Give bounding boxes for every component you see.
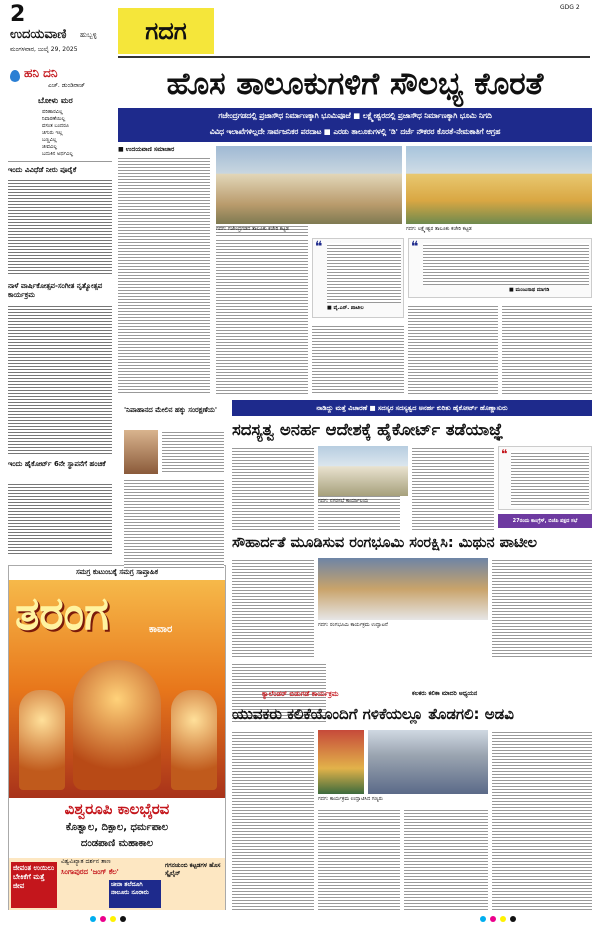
feature-story	[232, 400, 592, 530]
feature-body-col-3	[412, 446, 494, 530]
lead-body-col-3	[216, 238, 308, 394]
youth-kicker: ಕ್ಯಾಲೆಂಡರ್ ಬಿಡುಗಡೆ ಕಾರ್ಯಕ್ರಮ	[262, 690, 339, 698]
reg-mark-cyan-2	[480, 916, 486, 922]
page-code: GDG 2	[560, 4, 580, 11]
ad-teaser-1: ವಿಶ್ವವಿಖ್ಯಾತ ದರ್ಶನ ತಾಣ	[61, 858, 111, 865]
poem-title: ಬೋಳು ಮರ	[38, 96, 73, 105]
youth-caption: ಗದಗ: ಕಾರ್ಯಕ್ರಮ ಉದ್ಘಾಟಿಸಿದ ಗಣ್ಯರು	[318, 796, 383, 802]
feature-kicker-band	[232, 400, 592, 416]
lead-deck	[118, 108, 592, 142]
edition-label: ಹುಬ್ಬಳ್ಳಿ	[80, 31, 97, 39]
lead-story	[118, 62, 592, 397]
ad-art	[9, 580, 225, 798]
reg-mark-yellow-2	[500, 916, 506, 922]
theatre-caption: ಗದಗ: ರಂಗಭೂಮಿ ಕಾರ್ಯಕ್ರಮ ಉದ್ಘಾಟನೆ	[318, 622, 388, 628]
lead-body-col-5	[408, 304, 498, 394]
feature-body-col-1	[232, 446, 314, 530]
left-story-3-body	[8, 482, 112, 554]
section-tab	[118, 8, 214, 54]
reg-mark-magenta	[100, 916, 106, 922]
taranga-ad	[8, 565, 226, 910]
ad-teaser-2: ಸಿಂಗಾಪುರದ 'ಜಂಗ್ ಕೆಲ'	[61, 868, 119, 876]
theatre-headline: ಸೌಹಾರ್ದತೆ ಮೂಡಿಸುವ ರಂಗಭೂಮಿ ಸಂರಕ್ಷಿಸಿ: ಮಿಥುನ ಪಾಟೀಲ	[232, 535, 538, 551]
reg-mark-black	[120, 916, 126, 922]
lead-quote-1	[312, 238, 404, 318]
lead-quote-2-text	[423, 243, 589, 285]
lead-quote-2	[408, 238, 592, 298]
youth-body-col-2	[318, 808, 400, 910]
deity-right	[171, 690, 217, 790]
masthead	[0, 0, 600, 62]
lead-quote-1-text	[327, 243, 401, 303]
ad-headline: ವಿಶ್ವರೂಪಿ ಕಾಲಭೈರವ	[64, 800, 170, 818]
feature-note-text	[511, 451, 589, 507]
poem-line-6: ಜೀವವಿಲ್ಲ	[42, 144, 58, 150]
theatre-photo	[318, 558, 488, 620]
lead-headline: ಹೊಸ ತಾಲೂಕುಗಳಿಗೆ ಸೌಲಭ್ಯ ಕೊರತೆ	[166, 66, 544, 102]
quote-mark-icon: ❝	[315, 239, 323, 255]
feature-note-icon: ❝	[501, 447, 508, 461]
reg-mark-yellow	[110, 916, 116, 922]
ad-box-2-text: ಚೀನಾ ತಲೆದೂಗಿ ನಾಲೂರು ನೂರಾರು	[111, 881, 149, 896]
deity-figure	[73, 660, 161, 790]
feature-headline: ಸದಸ್ಯತ್ವ ಅನರ್ಹ ಆದೇಶಕ್ಕೆ ಹೈಕೋರ್ಟ್ ತಡೆಯಾಜ್ಞೆ	[232, 420, 504, 439]
feature-photo	[318, 446, 408, 496]
masthead-rule	[118, 56, 590, 58]
ad-teaser-3: ಗಗನಚುಂಬಿ ಕಟ್ಟಡಗಳ ಹೊಸ ಸ್ಕೈಲೈನ್	[165, 862, 221, 877]
youth-headline: ಯುವಕರು ಕಲಿಕೆಯೊಂದಿಗೆ ಗಳಿಕೆಯಲ್ಲೂ ತೊಡಗಲಿ: ಅಡವಿ	[232, 705, 514, 723]
date-line: ಮಂಗಳವಾರ, ಜುಲೈ 29, 2025	[10, 46, 78, 53]
left-story-1-body	[8, 178, 112, 276]
ad-brand-sub: ಕಾವಾರ	[149, 624, 173, 635]
feature-kicker: ನಾಡಿದ್ದು ಮತ್ತೆ ವಿಚಾರಣೆ ■ ಸದಸ್ಯರ ಸದಸ್ಯತ್ವದ ಅನರ್ಹ ಕುರಿತು ಹೈಕೋರ್ಟ್ ಹೊಣ್ಣಾಸುರು	[316, 404, 508, 412]
feature-caption: ಗದಗ: ನಗರಸಭೆ ಕಾರ್ಯಾಲಯ	[318, 498, 369, 504]
lead-body-col-4	[312, 324, 404, 394]
hani-dani-author: ಎಚ್. ಡುಂಡಿರಾಜ್	[48, 82, 86, 89]
left-story-1-title: ಇಂದು ವಿವಿಧೆಡೆ ನೀರು ಪೂರೈಕೆ	[8, 166, 77, 174]
lead-body-col-6	[502, 304, 592, 394]
poem-line-3: ವಸಂತ ಬಂದರೂ	[42, 123, 69, 129]
lead-deck-2: ವಿವಿಧ ಇಲಾಖೆಗಳಿಲ್ಲದೇ ಸಾರ್ವಜನಿಕರ ಪರದಾಟ ■ ಎರಡು ತಾಲೂಕುಗಳಲ್ಲಿ 'ಡಿ' ದರ್ಜೆ ನೌಕರರ ಕೊರತೆ-ನೇಮಕಾತಿಗೆ ಆಗ್ರಹ	[209, 127, 501, 136]
ad-headline-band	[9, 798, 225, 858]
section-title: ಗದಗ	[145, 17, 187, 45]
ad-box-1-text: ಜೀವಂತ ಉಯಿಲು ಬೇಕಿಕೆಗೆ ಮತ್ತೆ ಜೀವ	[13, 864, 55, 890]
feature-note	[498, 446, 592, 510]
youth-body-col-1	[232, 730, 314, 910]
youth-body-col-4	[492, 730, 592, 910]
lead-photo-1	[216, 146, 402, 224]
youth-story	[232, 690, 592, 912]
theatre-body-col-2	[492, 558, 592, 658]
reg-mark-magenta-2	[490, 916, 496, 922]
left-story-3-title: ಇಂದು ಹೈಕೋರ್ಟ್ 6ನೇ ಸ್ಥಾಪನೆಗೆ ಹಂಚಿಕೆ	[8, 460, 106, 468]
poem-line-1: ಪರಿಹಾರವಿಲ್ಲ	[42, 109, 63, 115]
theatre-body-col-1	[232, 558, 314, 658]
profile-sidebar	[118, 402, 228, 572]
poem-line-2: ನಿವಾರಣೆಯಿಲ್ಲ	[42, 116, 66, 122]
youth-photo-2	[368, 730, 488, 794]
lead-caption-2: ಗದಗ: ಲಕ್ಷ್ಮೇಶ್ವರ ತಾಲೂಕು ಕಚೇರಿ ಕಟ್ಟಡ	[406, 226, 472, 232]
lead-photo-2	[406, 146, 592, 224]
poem-line-5: ಬಣ್ಣವಿಲ್ಲ	[42, 137, 57, 143]
reg-mark-cyan	[90, 916, 96, 922]
drop-icon	[10, 70, 20, 82]
ad-tagline: ಸಮಗ್ರ ಕುಟುಂಬಕ್ಕೆ ಸಮಗ್ರ ಸಾಪ್ತಾಹಿಕ	[75, 568, 159, 576]
ad-brand: ತರಂಗ	[15, 586, 109, 640]
ad-box-2	[109, 880, 161, 908]
lead-quote-1-name: ■ ವೈ.ಎನ್. ಪಾಟೀಲ	[327, 305, 364, 311]
ad-subline-1: ಕೊತ್ವಾಲ, ದಿಕ್ಪಾಲ, ಧರ್ಮಪಾಲ	[65, 822, 169, 833]
poem-line-4: ಚಿಗುರು ಇಲ್ಲ	[42, 130, 63, 136]
poem-line-7: ಬದುಕಿನ ಅರ್ಥವಿಲ್ಲ	[42, 151, 74, 157]
lead-caption-1: ಗದಗ: ಗಜೇಂದ್ರಗಡದ ತಾಲೂಕು ಕಚೇರಿ ಕಟ್ಟಡ	[216, 226, 289, 232]
feature-ribbon	[498, 514, 592, 528]
profile-body-2	[124, 478, 224, 568]
profile-title: 'ನಿಪಾಹಾನದ ಮೇಲಿನ ಹಕ್ಕು ಸಂರಕ್ಷಣೆಯ'	[124, 406, 218, 414]
profile-avatar	[124, 430, 158, 474]
paper-name: ಉದಯವಾಣಿ	[10, 27, 67, 42]
quote-mark-icon-2: ❝	[411, 239, 419, 255]
ad-box-1	[11, 862, 57, 908]
profile-body-1	[162, 430, 224, 474]
reg-mark-black-2	[510, 916, 516, 922]
page-number: 2	[10, 2, 26, 27]
lead-byline: ■ ಉದಯವಾಣಿ ಸಮಾಚಾರ	[118, 146, 175, 153]
left-story-2-title: ನಾಳೆ ವಾರ್ಷಿಕೋತ್ಸವ-ಸಂಗೀತ ನೃತ್ಯೋತ್ಸವ ಕಾರ್ಯಕ್ರಮ	[8, 282, 103, 299]
youth-kicker-2: ಕಲಕರು ಕಲಿಕಾ ಮಾದರಿ ಅಧ್ಯಯನ	[412, 690, 478, 697]
theatre-story	[232, 532, 592, 660]
left-story-2-body	[8, 304, 112, 454]
ad-bottom	[9, 858, 225, 910]
deity-left	[19, 690, 65, 790]
lead-deck-1: ಗಜೇಂದ್ರಗಡದಲ್ಲಿ ಪ್ರಜಾಸೌಧ ನಿರ್ಮಾಣಕ್ಕಾಗಿ ಭೂಮಿಪೂಜೆ ■ ಲಕ್ಷ್ಮೇಶ್ವರದಲ್ಲಿ ಪ್ರಜಾಸೌಧ ನಿರ್ಮಾಣಕ್ಕಾಗಿ ಭೂಮಿ ನಿಗದಿ	[218, 111, 492, 120]
ad-subline-2: ದಂಡಪಾಣಿ ಮಹಾಕಾಲ	[80, 838, 154, 849]
feature-ribbon-text: 27ರಂದು ಕಾಂಗ್ರೆಸ್, ಬಿಜೆಪಿ ಪಕ್ಷದ ಸಭೆ	[512, 518, 578, 524]
hani-dani-brand: ಹನಿ ದನಿ	[24, 66, 58, 80]
hani-dani-box	[8, 62, 112, 162]
left-column	[8, 62, 112, 560]
youth-photo-1	[318, 730, 364, 794]
youth-body-col-3	[404, 808, 488, 910]
lead-quote-2-name: ■ ಮಂಜುನಾಥ ಮಾಗಡಿ	[509, 287, 550, 293]
lead-body-col-1	[118, 156, 210, 394]
